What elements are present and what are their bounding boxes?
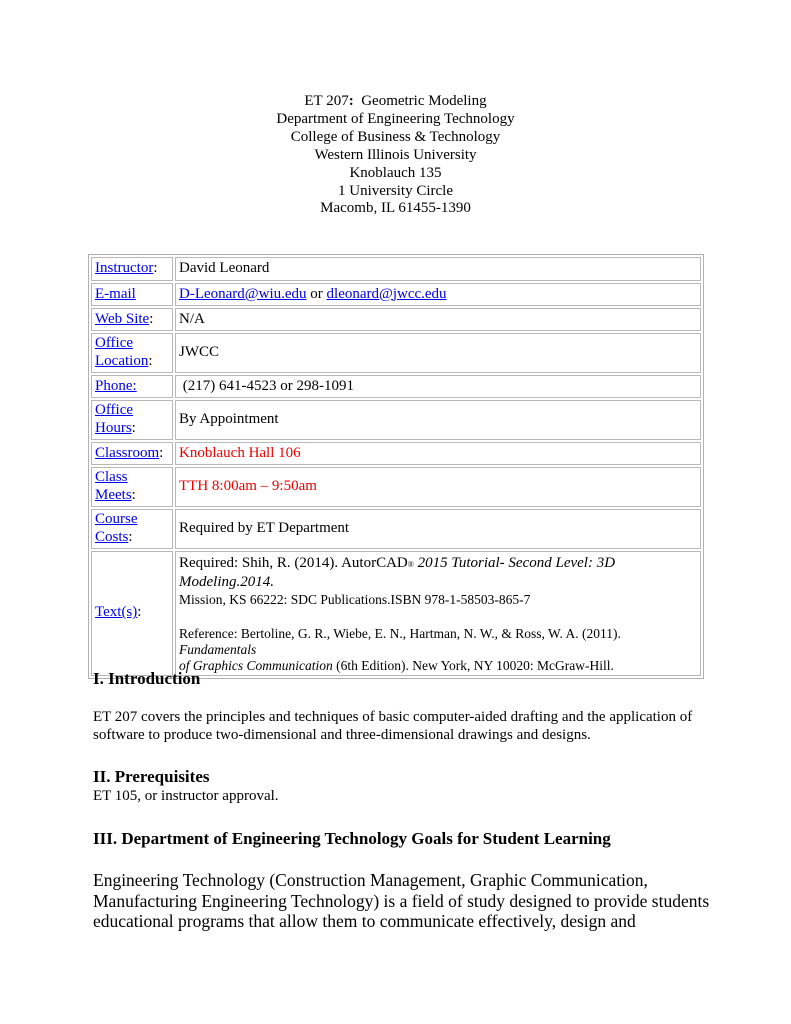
phone-value xyxy=(175,375,701,398)
course-costs-value: Required by ET Department xyxy=(175,509,701,549)
office-hours-link-2[interactable]: Hours xyxy=(95,420,132,436)
required-text xyxy=(179,555,697,592)
course-title xyxy=(0,93,791,111)
document-header xyxy=(0,93,791,218)
registered-mark: ® xyxy=(407,560,414,569)
office-location-label-cell: Office Location: xyxy=(91,333,173,373)
table-row xyxy=(91,333,701,373)
reference-title-fundamentals: Fundamentals xyxy=(179,641,257,657)
table-row xyxy=(91,509,701,549)
email-value xyxy=(175,283,701,306)
goals-text: Engineering Technology (Construction Management, Graphic Communication, Manufacturing Engineering Technology) is a field of study designed to provide students educational programs that allow them to communicate effectively, design and xyxy=(93,870,710,931)
table-row xyxy=(91,400,701,440)
course-name: Geometric Modeling xyxy=(361,93,487,109)
texts-link[interactable]: Text(s) xyxy=(95,604,138,621)
table-row xyxy=(91,257,701,281)
reference-text: Reference: Bertoline, G. R., Wiebe, E. N., Hartman, N. W., & Ross, W. A. (2011). xyxy=(179,625,621,641)
course-costs-link-2[interactable]: Costs xyxy=(95,529,129,545)
email-label-cell xyxy=(91,283,173,306)
college-line: College of Business & Technology xyxy=(290,128,501,145)
website-link[interactable]: Web Site xyxy=(95,310,150,327)
office-location-value: JWCC xyxy=(175,333,701,373)
email-link[interactable]: E-mail xyxy=(95,285,136,302)
street-line: 1 University Circle xyxy=(338,182,453,199)
office-location-link-2[interactable]: Location xyxy=(95,353,149,369)
reference-publisher: (6th Edition). New York, NY 10020: McGraw-Hill. xyxy=(332,657,614,673)
intro-heading: I. Introduction xyxy=(93,669,201,688)
email-jwcc-link[interactable]: dleonard@jwcc.edu xyxy=(326,285,447,302)
office-hours-label-cell: Office Hours: xyxy=(91,400,173,440)
city-line: Macomb, IL 61455-1390 xyxy=(320,200,471,217)
texts-value xyxy=(175,551,701,676)
university-line: Western Illinois University xyxy=(314,146,477,163)
table-row xyxy=(91,375,701,398)
classroom-value: Knoblauch Hall 106 xyxy=(175,442,701,465)
table-row xyxy=(91,283,701,306)
website-value: N/A xyxy=(175,308,701,331)
reference-title-graphics: of Graphics Communication xyxy=(179,657,333,673)
phone-label-cell xyxy=(91,375,173,398)
course-costs-link-1[interactable]: Course xyxy=(95,511,138,528)
department-line: Department of Engineering Technology xyxy=(276,110,515,127)
table-row xyxy=(91,308,701,331)
reference-title-1 xyxy=(179,642,697,658)
instructor-value: David Leonard xyxy=(175,257,701,281)
instructor-link[interactable]: Instructor xyxy=(95,260,154,277)
reference-title-2 xyxy=(179,658,697,674)
table-row xyxy=(91,551,701,676)
email-wiu-link[interactable]: D-Leonard@wiu.edu xyxy=(179,285,307,302)
required-text-title: 2015 Tutorial- Second Level: 3D Modeling.2014. xyxy=(179,555,616,590)
course-colon: : xyxy=(348,93,354,109)
table-row xyxy=(91,467,701,507)
website-label-cell: Web Site: xyxy=(91,308,173,331)
course-info-table xyxy=(88,254,704,679)
goals-heading: III. Department of Engineering Technology Goals for Student Learning xyxy=(93,829,611,848)
course-costs-label-cell: Course Costs: xyxy=(91,509,173,549)
class-meets-link-2[interactable]: Meets xyxy=(95,487,132,503)
class-meets-label-cell: Class Meets: xyxy=(91,467,173,507)
office-location-link-1[interactable]: Office xyxy=(95,335,134,352)
intro-text: ET 207 covers the principles and techniques of basic computer-aided drafting and the application of software to produce two-dimensional and three-dimensional drawings and designs. xyxy=(93,709,693,743)
classroom-link[interactable]: Classroom xyxy=(95,444,160,461)
texts-label-cell: Text(s): xyxy=(91,551,173,676)
instructor-label-cell: Instructor: xyxy=(91,257,173,281)
phone-link[interactable]: Phone: xyxy=(95,377,137,394)
required-text-prefix: Required: Shih, R. (2014). AutorCAD xyxy=(179,555,408,571)
office-hours-value: By Appointment xyxy=(175,400,701,440)
course-code: ET 207 xyxy=(304,93,349,109)
required-text-publisher: Mission, KS 66222: SDC Publications.ISBN 978-1-58503-865-7 xyxy=(179,591,531,607)
building-line: Knoblauch 135 xyxy=(349,164,442,181)
table-row xyxy=(91,442,701,465)
class-meets-link-1[interactable]: Class xyxy=(95,469,128,486)
email-or: or xyxy=(310,285,323,302)
phone-number: (217) 641-4523 or 298-1091 xyxy=(182,377,354,394)
class-meets-value: TTH 8:00am – 9:50am xyxy=(175,467,701,507)
prereq-heading: II. Prerequisites xyxy=(93,767,210,786)
prereq-text: ET 105, or instructor approval. xyxy=(93,788,279,804)
office-hours-link-1[interactable]: Office xyxy=(95,402,134,419)
classroom-label-cell: Classroom: xyxy=(91,442,173,465)
